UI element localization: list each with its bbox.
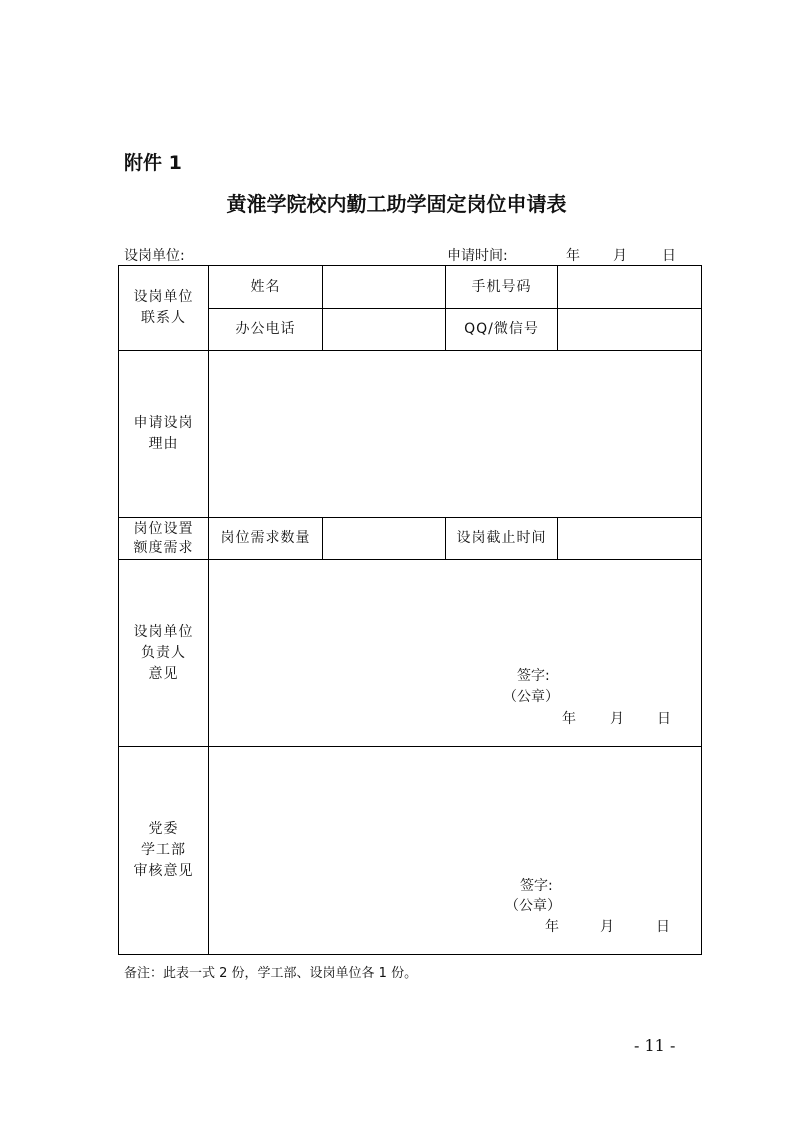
reason-label-line1: 申请设岗 [133, 415, 194, 431]
party-opinion-sign-label: 签字: [520, 878, 553, 894]
unit-opinion-day-label: 日 [657, 711, 671, 727]
unit-opinion-label-line3: 意见 [148, 665, 179, 682]
name-label: 姓名 [250, 278, 281, 295]
quota-label-line2: 额度需求 [133, 539, 194, 556]
mobile-label: 手机号码 [471, 278, 532, 295]
unit-opinion-label [119, 560, 208, 746]
reason-label-line2: 理由 [148, 436, 179, 452]
qq-wechat-field[interactable] [558, 309, 701, 350]
deadline-label: 设岗截止时间 [456, 530, 547, 546]
party-opinion-label-line2: 学工部 [141, 842, 186, 858]
quota-label [119, 518, 208, 559]
party-opinion-label-line3: 审核意见 [133, 863, 194, 879]
party-opinion-day-label: 日 [656, 919, 670, 935]
qq-wechat-label: QQ/微信号 [464, 321, 539, 337]
quota-label-line1: 岗位设置 [133, 520, 194, 537]
unit-label: 设岗单位: [124, 248, 185, 264]
reason-label [119, 351, 208, 517]
mobile-field[interactable] [558, 266, 701, 308]
unit-opinion-year-label: 年 [562, 711, 576, 727]
remark-note: 备注：此表一式 2 份，学工部、设岗单位各 1 份。 [124, 966, 418, 981]
party-opinion-seal-label: （公章） [505, 898, 561, 914]
table-border-bottom [118, 954, 702, 955]
contact-label-line2: 联系人 [141, 310, 186, 326]
attachment-label: 附件 1 [124, 152, 182, 174]
table-border-right [701, 265, 702, 955]
unit-opinion-seal-label: （公章） [503, 689, 559, 705]
apply-day-label: 日 [662, 248, 676, 264]
apply-month-label: 月 [613, 248, 627, 264]
form-title: 黄淮学院校内勤工助学固定岗位申请表 [226, 192, 567, 216]
apply-time-label: 申请时间: [447, 248, 508, 264]
office-phone-label: 办公电话 [235, 321, 296, 337]
deadline-field[interactable] [558, 518, 701, 559]
page-number: - 11 - [634, 1036, 676, 1055]
office-phone-field[interactable] [323, 309, 445, 350]
party-opinion-label [119, 747, 208, 954]
unit-opinion-field[interactable] [209, 560, 701, 746]
party-opinion-year-label: 年 [545, 919, 559, 935]
contact-label-line1: 设岗单位 [133, 289, 194, 305]
apply-year-label: 年 [566, 248, 580, 264]
unit-opinion-label-line2: 负责人 [141, 644, 186, 661]
party-opinion-label-line1: 党委 [148, 821, 179, 837]
reason-field[interactable] [209, 351, 701, 517]
unit-opinion-month-label: 月 [610, 711, 624, 727]
party-opinion-month-label: 月 [600, 919, 614, 935]
name-field[interactable] [323, 266, 445, 308]
position-count-field[interactable] [323, 518, 445, 559]
unit-opinion-sign-label: 签字: [517, 668, 550, 684]
party-opinion-field[interactable] [209, 747, 701, 954]
contact-section-label [119, 266, 208, 350]
position-count-label: 岗位需求数量 [220, 530, 311, 546]
unit-opinion-label-line1: 设岗单位 [133, 623, 194, 640]
